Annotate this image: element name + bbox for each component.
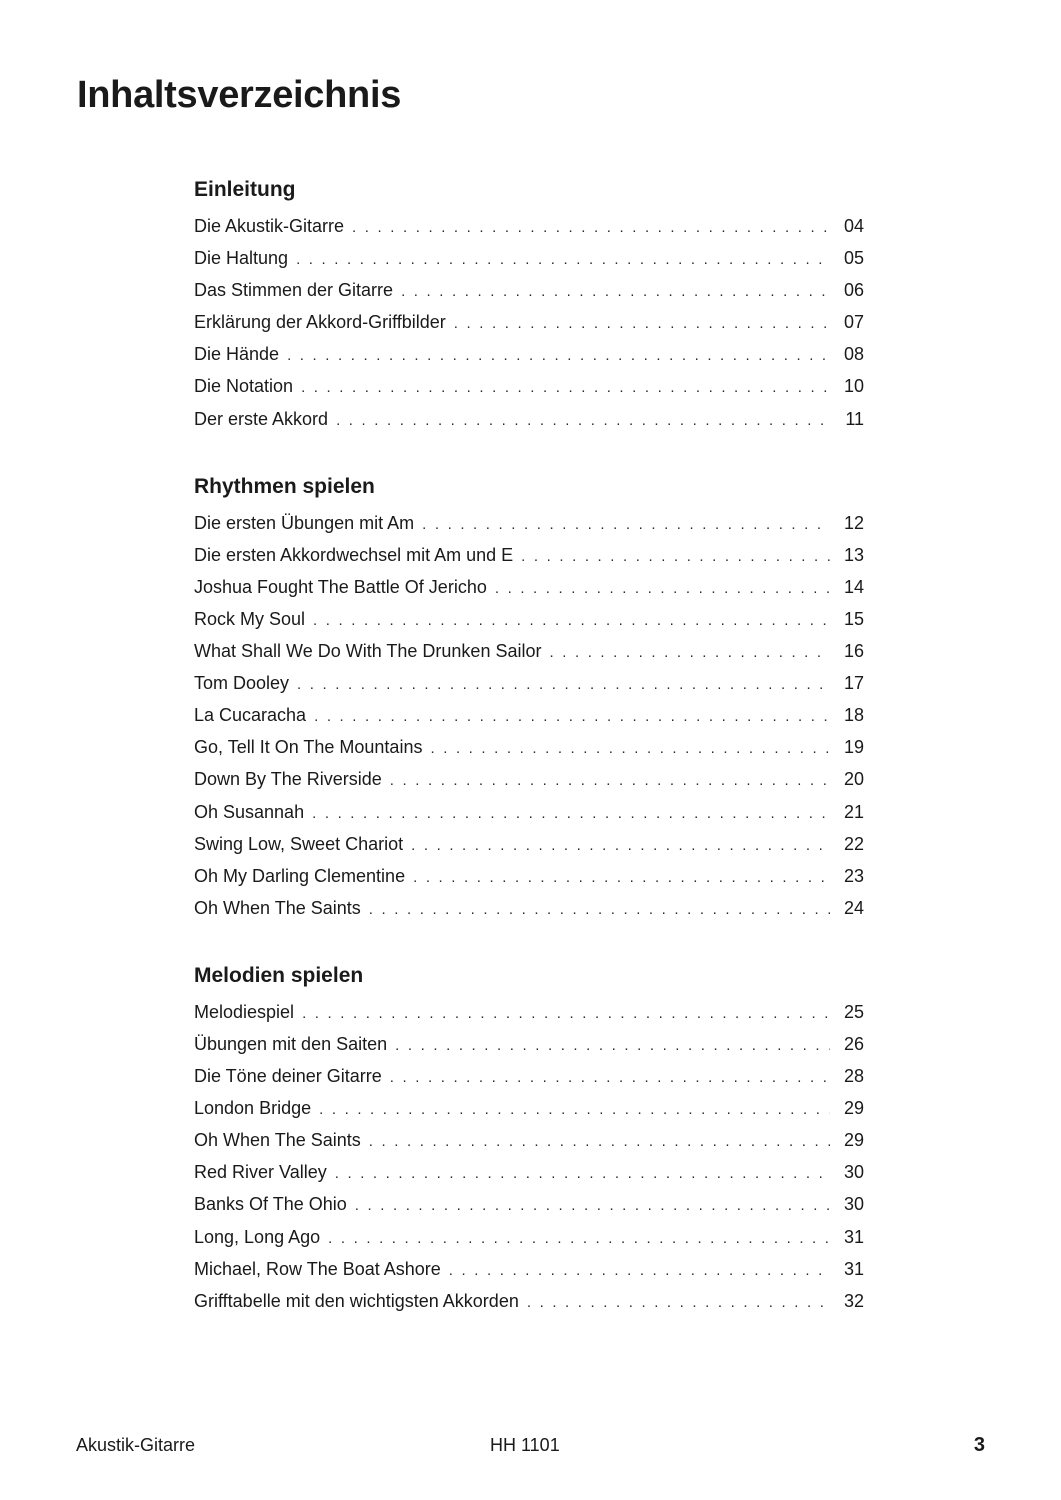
dot-leader: [449, 1255, 830, 1287]
dot-leader: [411, 830, 830, 862]
entry-title: La Cucaracha: [194, 705, 307, 726]
toc-entry: [194, 242, 864, 274]
entry-title: Die Hände: [194, 344, 280, 365]
entry-title: Die Töne deiner Gitarre: [194, 1066, 382, 1087]
entry-title: Die ersten Akkordwechsel mit Am und E: [194, 544, 514, 565]
toc-entry: [194, 1285, 864, 1317]
toc-entry: [194, 1124, 864, 1156]
dot-leader: [401, 276, 830, 308]
toc-entry: [194, 571, 864, 603]
entry-page-number: 18: [843, 705, 864, 726]
toc-entry: [194, 603, 864, 635]
dot-leader: [297, 669, 830, 701]
entry-title: London Bridge: [194, 1098, 312, 1119]
dot-leader: [352, 212, 830, 244]
dot-leader: [369, 894, 830, 926]
dot-leader: [395, 1030, 830, 1062]
footer-page-number: 3: [973, 1434, 985, 1456]
entry-page-number: 21: [843, 801, 864, 822]
toc-entry: [194, 1253, 864, 1285]
dot-leader: [336, 405, 830, 437]
toc-entry: [194, 699, 864, 731]
toc-entry: [194, 1221, 864, 1253]
entry-page-number: 22: [843, 833, 864, 854]
dot-leader: [355, 1190, 830, 1222]
footer-catalog-number: HH 1101: [490, 1435, 560, 1455]
dot-leader: [521, 541, 830, 573]
section-heading: Melodien spielen: [194, 963, 364, 987]
dot-leader: [335, 1158, 830, 1190]
dot-leader: [302, 998, 830, 1030]
toc-entry: [194, 1092, 864, 1124]
toc-entry: [194, 667, 864, 699]
dot-leader: [296, 244, 830, 276]
toc-entry: [194, 828, 864, 860]
entry-page-number: 25: [843, 1001, 864, 1022]
toc-entry: [194, 1156, 864, 1188]
toc-section: [194, 467, 864, 924]
entry-title: Rock My Soul: [194, 608, 306, 629]
toc-section: [194, 170, 864, 435]
dot-leader: [422, 509, 830, 541]
entry-page-number: 04: [843, 216, 864, 236]
toc-entry: [194, 860, 864, 892]
toc-entry: [194, 1188, 864, 1220]
entry-title: Melodiespiel: [194, 1001, 295, 1022]
toc-entry: [194, 892, 864, 924]
toc-entry: [194, 539, 864, 571]
entry-page-number: 28: [843, 1066, 864, 1087]
dot-leader: [549, 637, 830, 669]
toc-entry: [194, 306, 864, 338]
entry-page-number: 20: [843, 769, 864, 790]
entry-page-number: 17: [843, 673, 864, 694]
toc-entry: [194, 996, 864, 1028]
entry-title: Go, Tell It On The Mountains: [194, 737, 423, 758]
entry-title: Erklärung der Akkord-Griffbilder: [194, 312, 446, 333]
entry-page-number: 31: [843, 1258, 864, 1279]
entry-title: Grifftabelle mit den wichtigsten Akkorden: [194, 1290, 519, 1311]
entry-title: Die ersten Übungen mit Am: [194, 512, 415, 533]
entry-title: Michael, Row The Boat Ashore: [194, 1258, 441, 1279]
entry-page-number: 29: [843, 1098, 864, 1119]
dot-leader: [312, 798, 830, 830]
entry-page-number: 14: [843, 576, 864, 597]
entry-page-number: 26: [843, 1033, 864, 1054]
entry-title: Oh When The Saints: [194, 1130, 361, 1151]
entry-title: Die Notation: [194, 376, 294, 397]
toc-entry: [194, 210, 864, 242]
entry-title: Die Akustik-Gitarre: [194, 216, 345, 236]
dot-leader: [495, 573, 830, 605]
toc-entry: [194, 763, 864, 795]
entry-page-number: 23: [843, 865, 864, 886]
toc-entry: [194, 731, 864, 763]
entry-title: Oh My Darling Clementine: [194, 865, 406, 886]
entry-title: Oh When The Saints: [194, 897, 361, 918]
entry-title: Long, Long Ago: [194, 1226, 321, 1247]
page-title: Inhaltsverzeichnis: [77, 74, 402, 116]
entry-title: What Shall We Do With The Drunken Sailor: [194, 641, 542, 662]
toc-entry: [194, 274, 864, 306]
dot-leader: [527, 1287, 830, 1319]
entry-page-number: 10: [843, 376, 864, 397]
dot-leader: [319, 1094, 830, 1126]
entry-title: Joshua Fought The Battle Of Jericho: [194, 576, 487, 597]
toc-entry: [194, 1028, 864, 1060]
entry-title: Swing Low, Sweet Chariot: [194, 833, 404, 854]
toc-entry: [194, 338, 864, 370]
dot-leader: [301, 372, 830, 404]
dot-leader: [328, 1223, 830, 1255]
entry-title: Banks Of The Ohio: [194, 1194, 347, 1215]
entry-title: Die Haltung: [194, 248, 289, 269]
table-of-contents: [194, 170, 864, 1317]
footer-book-title: Akustik-Gitarre: [76, 1435, 196, 1455]
section-heading: Rhythmen spielen: [194, 474, 375, 498]
entry-page-number: 06: [843, 280, 864, 301]
toc-entry: [194, 635, 864, 667]
dot-leader: [287, 340, 830, 372]
entry-title: Tom Dooley: [194, 673, 290, 694]
toc-section: [194, 956, 864, 1317]
entry-page-number: 29: [843, 1130, 864, 1151]
entry-title: Down By The Riverside: [194, 769, 382, 790]
entry-page-number: 11: [845, 408, 864, 429]
entry-page-number: 07: [843, 312, 864, 333]
toc-entry: [194, 403, 864, 435]
entry-page-number: 24: [843, 897, 864, 918]
section-heading: Einleitung: [194, 178, 296, 201]
toc-entry: [194, 1060, 864, 1092]
dot-leader: [369, 1126, 830, 1158]
toc-entry: [194, 370, 864, 402]
entry-page-number: 19: [843, 737, 864, 758]
entry-page-number: 30: [843, 1162, 864, 1183]
entry-title: Der erste Akkord: [194, 408, 329, 429]
entry-page-number: 13: [843, 544, 864, 565]
entry-page-number: 15: [843, 608, 864, 629]
dot-leader: [314, 701, 830, 733]
entry-title: Oh Susannah: [194, 801, 305, 822]
dot-leader: [313, 605, 830, 637]
entry-page-number: 16: [843, 641, 864, 662]
entry-title: Das Stimmen der Gitarre: [194, 280, 394, 301]
entry-page-number: 31: [843, 1226, 864, 1247]
entry-page-number: 30: [843, 1194, 864, 1215]
entry-page-number: 05: [843, 248, 864, 269]
entry-page-number: 08: [843, 344, 864, 365]
entry-page-number: 12: [843, 512, 864, 533]
entry-title: Red River Valley: [194, 1162, 327, 1183]
entry-page-number: 32: [843, 1290, 864, 1311]
dot-leader: [430, 733, 830, 765]
toc-entry: [194, 796, 864, 828]
dot-leader: [390, 765, 830, 797]
dot-leader: [390, 1062, 830, 1094]
entry-title: Übungen mit den Saiten: [194, 1033, 388, 1054]
dot-leader: [413, 862, 830, 894]
dot-leader: [454, 308, 830, 340]
toc-entry: [194, 507, 864, 539]
